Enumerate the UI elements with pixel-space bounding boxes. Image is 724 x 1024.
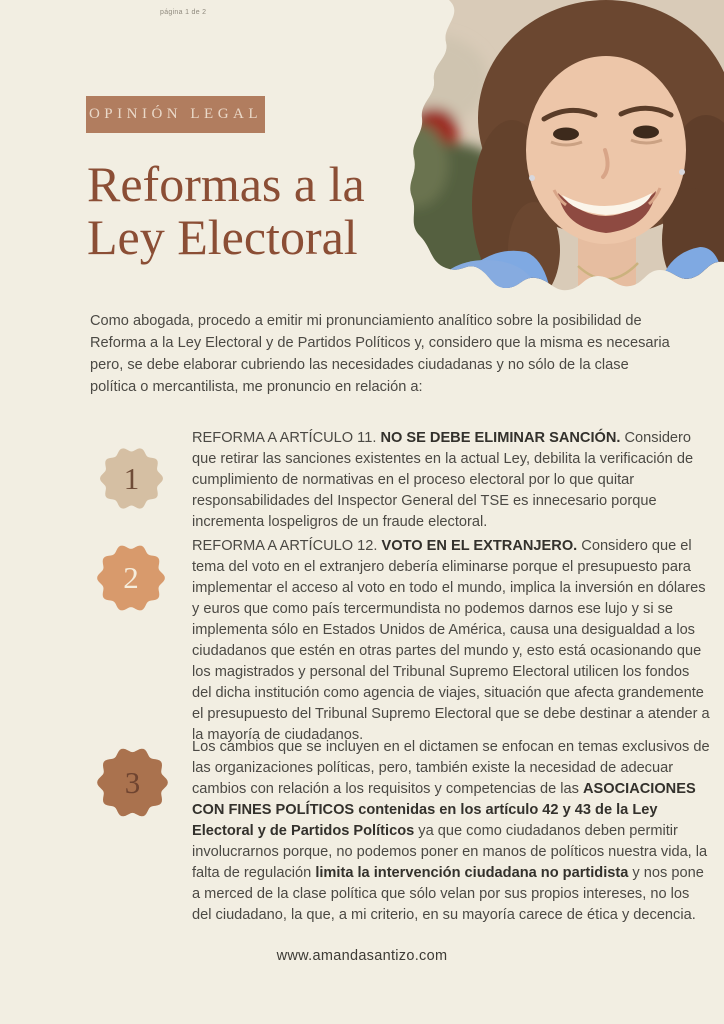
title-line-1: Reformas a la — [87, 156, 365, 212]
page-title — [87, 158, 365, 264]
seal-badge-1 — [99, 446, 164, 511]
seal-badge-2 — [96, 543, 166, 613]
seal-badge-3 — [96, 746, 169, 819]
item-number-2: 2 — [123, 560, 139, 595]
item-paragraph-1: REFORMA A ARTÍCULO 11. NO SE DEBE ELIMINAR SANCIÓN. Considero que retirar las sanciones existentes en la actual Ley, debilita la verificación de cumplimiento de normativas en el proceso electoral por lo que quitar responsabilidades del Inspector General del TSE es innecesario porque incrementa lospeligros de un fraude electoral. — [192, 430, 694, 530]
page-number-label: página 1 de 2 — [160, 9, 207, 16]
item-paragraph-3: Los cambios que se incluyen en el dictamen se enfocan en temas exclusivos de las organizaciones políticas, pero, también existe la necesidad de adecuar cambios con relación a los requisitos y competencias de las ASOCIACIONES CON FINES POLÍTICOS contenidas en los artículo 42 y 43 de la Ley Electoral y de Partidos Políticos ya que como ciudadanos deben permitir involucrarnos porque, no podemos poner en manos de políticos nuestra vida, la falta de regulación limita la intervención ciudadana no partidista y nos pone a merced de la clase política que sólo velan por sus propios intereses, no los del ciudadano, la que, a mi criterio, en su mayoría carece de ética y decencia. — [192, 739, 710, 923]
item-paragraph-2: REFORMA A ARTÍCULO 12. VOTO EN EL EXTRANJERO. Considero que el tema del voto en el extranjero debería eliminarse porque el presupuesto para implementar el acceso al voto en todo el mundo, implica la inversión en dólares y euros que como país tercermundista no podemos darnos ese lujo y si se implementa sólo en Estados Unidos de América, causa una desigualdad a los ciudadanos que estén en otras partes del mundo y, esto está ocasionando que los magistrados y personal del Tribunal Supremo Electoral utilicen los fondos del dicha institución como agencia de viajes, situación que afecta grandemente el presupuesto del Tribunal Supremo Electoral que se debe destinar a atender a la mayoría de ciudadanos. — [192, 538, 710, 743]
footer-website: www.amandasantizo.com — [276, 948, 448, 964]
item-number-3: 3 — [124, 764, 141, 800]
intro-paragraph: Como abogada, procedo a emitir mi pronunciamiento analítico sobre la posibilidad de Reforma a la Ley Electoral y de Partidos Políticos y, considero que la misma es necesaria pero, se debe elaborar cubriendo las necesidades ciudadanas y no sólo de la clase política o mercantilista, me pronuncio en relación a: — [90, 313, 670, 395]
portrait-photo — [394, 0, 724, 300]
item-number-1: 1 — [123, 460, 140, 496]
title-line-2: Ley Electoral — [87, 209, 358, 265]
eyebrow-label: OPINIÓN LEGAL — [88, 106, 263, 122]
eyebrow-badge — [86, 96, 265, 133]
